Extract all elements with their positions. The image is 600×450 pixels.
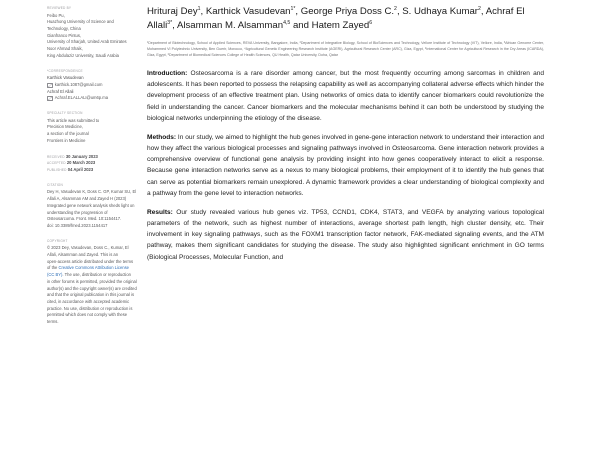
citation-line: Integrated gene network analysis sheds light on xyxy=(47,202,135,208)
corresponding-author-name: Karthick Vasudevan xyxy=(47,75,84,81)
citation-line: Allali A, Alsamman AM and Zayed H (2023) xyxy=(47,196,127,202)
copyright-rest-lead: . The use, distribution or reproduction xyxy=(62,272,131,278)
copyright-heading: COPYRIGHT xyxy=(47,238,68,243)
reviewer-line: Feibo Pu, xyxy=(47,12,65,18)
article-metadata-sidebar xyxy=(0,0,147,450)
reviewer-line: University of Sharjah, United Arab Emirates xyxy=(47,39,127,45)
section-body-results: Our study revealed various hub genes viz. TP53, CCND1, CDK4, STAT3, and VEGFA by analyzing various topological parameters of the network, such as highest number of interactions, average shortest path length, high cluster density, etc. Their involvement in key signaling pathways, such as the FOXM1 transcription factor network, FAK-mediated signaling events, and the ATM pathway, makes them significant candidates for studying the disease. The study also highlighted significant enrichment in GO terms (Biological Processes, Molecular Function, and xyxy=(147,208,544,261)
received-row xyxy=(47,154,139,161)
reviewer-line: Huazhong University of Science and xyxy=(47,19,114,25)
published-row xyxy=(47,167,139,174)
accepted-row xyxy=(47,160,139,167)
reviewed-by-heading: REVIEWED BY xyxy=(47,6,72,10)
specialty-section-block xyxy=(47,111,139,144)
copyright-line: open-access article distributed under the terms xyxy=(47,258,134,264)
copyright-license-line xyxy=(47,265,139,272)
corresponding-author-name: Achraf El Allali xyxy=(47,88,74,94)
accepted-label: ACCEPTED xyxy=(47,161,66,166)
citation-doi[interactable]: doi: 10.3389/fmed.2023.1154417 xyxy=(47,222,108,228)
citation-line: Dey H, Vasudevan K, Doss C. GP, Kumar SU, El xyxy=(47,189,137,195)
specialty-line: Precision Medicine, xyxy=(47,124,83,130)
section-body-methods: In our study, we aimed to highlight the hub genes involved in gene-gene interaction network to understand their interaction and how they affect the various biological processes and signaling pathways involved in Osteosarcoma. Gene interaction network provides a comprehensive overview of functional gene analysis by providing insight into how genes cooperatively interact to elicit a response. Because gene interaction networks serve as a nexus to many biological problems, their employment of it to identify the hub genes that can serve as potential biomarkers remain unexplored. A dynamic framework provides a clear understanding of biological complexity and a pathway from the gene level to interaction networks. xyxy=(147,133,544,197)
author-affil-marker: 4,5 xyxy=(283,19,291,26)
reviewer-line: King Abdulaziz University, Saudi Arabia xyxy=(47,52,119,58)
envelope-icon xyxy=(47,83,53,88)
envelope-icon xyxy=(47,96,53,101)
citation-line: understanding the progression of xyxy=(47,209,108,215)
author-list: Hrituraj Dey$^1$, Karthick Vasudevan$^{1*}$, George Priya Doss C.$^2$, S. Udhaya Kumar$^2$, Achraf El Allali$^{3*}$, Alsamman M. Alsamman$^{4,5}$ and Hatem Zayed$^6$ xyxy=(147,5,525,31)
corresponding-author-email-row[interactable] xyxy=(47,95,139,102)
publication-dates-block xyxy=(47,154,139,174)
reviewer-line: Technology, China xyxy=(47,26,81,32)
reviewer-line: Noor Ahmad Shaik, xyxy=(47,46,83,52)
abstract-section-introduction xyxy=(147,68,544,124)
published-value: 04 April 2023 xyxy=(67,167,94,173)
section-label-methods: Methods: xyxy=(147,133,177,141)
abstract-section-methods xyxy=(147,132,544,200)
creative-commons-link[interactable]: Creative Commons Attribution License xyxy=(58,265,129,271)
abstract-section-results xyxy=(147,207,544,263)
correspondence-block xyxy=(47,69,139,102)
received-value: 30 January 2023 xyxy=(65,153,98,159)
citation-heading: CITATION xyxy=(47,182,63,187)
reviewer-line: Gianfranco Pintus, xyxy=(47,32,82,38)
copyright-license-tail xyxy=(47,272,139,279)
specialty-line: a section of the journal xyxy=(47,131,89,137)
corresponding-author-email-row[interactable] xyxy=(47,82,139,89)
reviewed-by-block xyxy=(47,6,139,60)
citation-block xyxy=(47,183,139,230)
correspondence-heading: *CORRESPONDENCE xyxy=(47,68,83,73)
specialty-line: Frontiers in Medicine xyxy=(47,137,86,143)
copyright-line: Allali, Alsamman and Zayed. This is an xyxy=(47,252,119,258)
section-label-introduction: Introduction: xyxy=(147,69,188,77)
cc-by-link[interactable]: (CC BY) xyxy=(47,272,63,278)
author-affil-marker: 1* xyxy=(290,5,296,12)
author-affil-marker: 1 xyxy=(197,5,201,12)
published-label: PUBLISHED xyxy=(47,168,67,173)
article-main-column xyxy=(147,0,600,450)
corresponding-author-email: karthick.1087@gmail.com xyxy=(54,81,103,87)
section-body-introduction: Osteosarcoma is a rare disorder among cancer, but the most frequently occurring among sarcomas in children and adolescents. It has been reported to possess the relapsing capability as well as accompanying collateral adverse effects which hinder the development process of an effective treatment plan. Using networks of omics data to identify cancer biomarkers could revolutionize the field in understanding the cancer. Cancer biomarkers and the molecular mechanisms behind it can both be understood by studying the biological networks underpinning the etiology of the disease. xyxy=(147,69,544,122)
received-label: RECEIVED xyxy=(47,154,65,159)
specialty-line: This article was submitted to xyxy=(47,117,100,123)
copyright-terms-text: in other forums is permitted, provided the original author(s) and the copyright owner(s) are credited and that the original publication in this journal is cited, in accordance with accepted academic practice. No use, distribution or reproduction is permitted which does not comply with these terms. xyxy=(47,278,137,325)
author-affil-marker: 6 xyxy=(369,19,373,26)
accepted-value: 20 March 2023 xyxy=(66,160,96,166)
author-affil-marker: 3* xyxy=(167,19,173,26)
author-affil-marker: 2 xyxy=(478,5,481,12)
copyright-block xyxy=(47,239,139,326)
citation-line: Osteosarcoma. Front. Med. 10:1154417. xyxy=(47,216,122,222)
corresponding-author-email: Achraf.ELALLALI@um6p.ma xyxy=(54,95,109,101)
copyright-line: © 2023 Dey, Vasudevan, Doss C., Kumar, El xyxy=(47,245,129,251)
section-label-results: Results: xyxy=(147,208,173,216)
license-prefix: of the xyxy=(47,265,59,271)
specialty-section-heading: SPECIALTY SECTION xyxy=(47,111,83,116)
affiliations-text: ¹Department of Biotechnology, School of Applied Sciences, REVA University, Bangalore, India, ²Department of Integrative Biology, School of BioSciences and Technology, Vellore Institute of Technology (VIT), Vellore, India, ³African Genome Center, Mohammed VI Polytechnic University, Ben Guerir, Morocco, ⁴Agricultural Genetic Engineering Research Institute (AGERI), Agricultural Research Center (ARC), Giza, Egypt, ⁵International Center for Agricultural Research in the Dry Areas (ICARDA), Giza, Egypt, ⁶Department of Biomedical Sciences College of Health Sciences, QU Health, Qatar University, Doha, Qatar xyxy=(147,40,544,57)
author-affil-marker: 2 xyxy=(394,5,397,12)
